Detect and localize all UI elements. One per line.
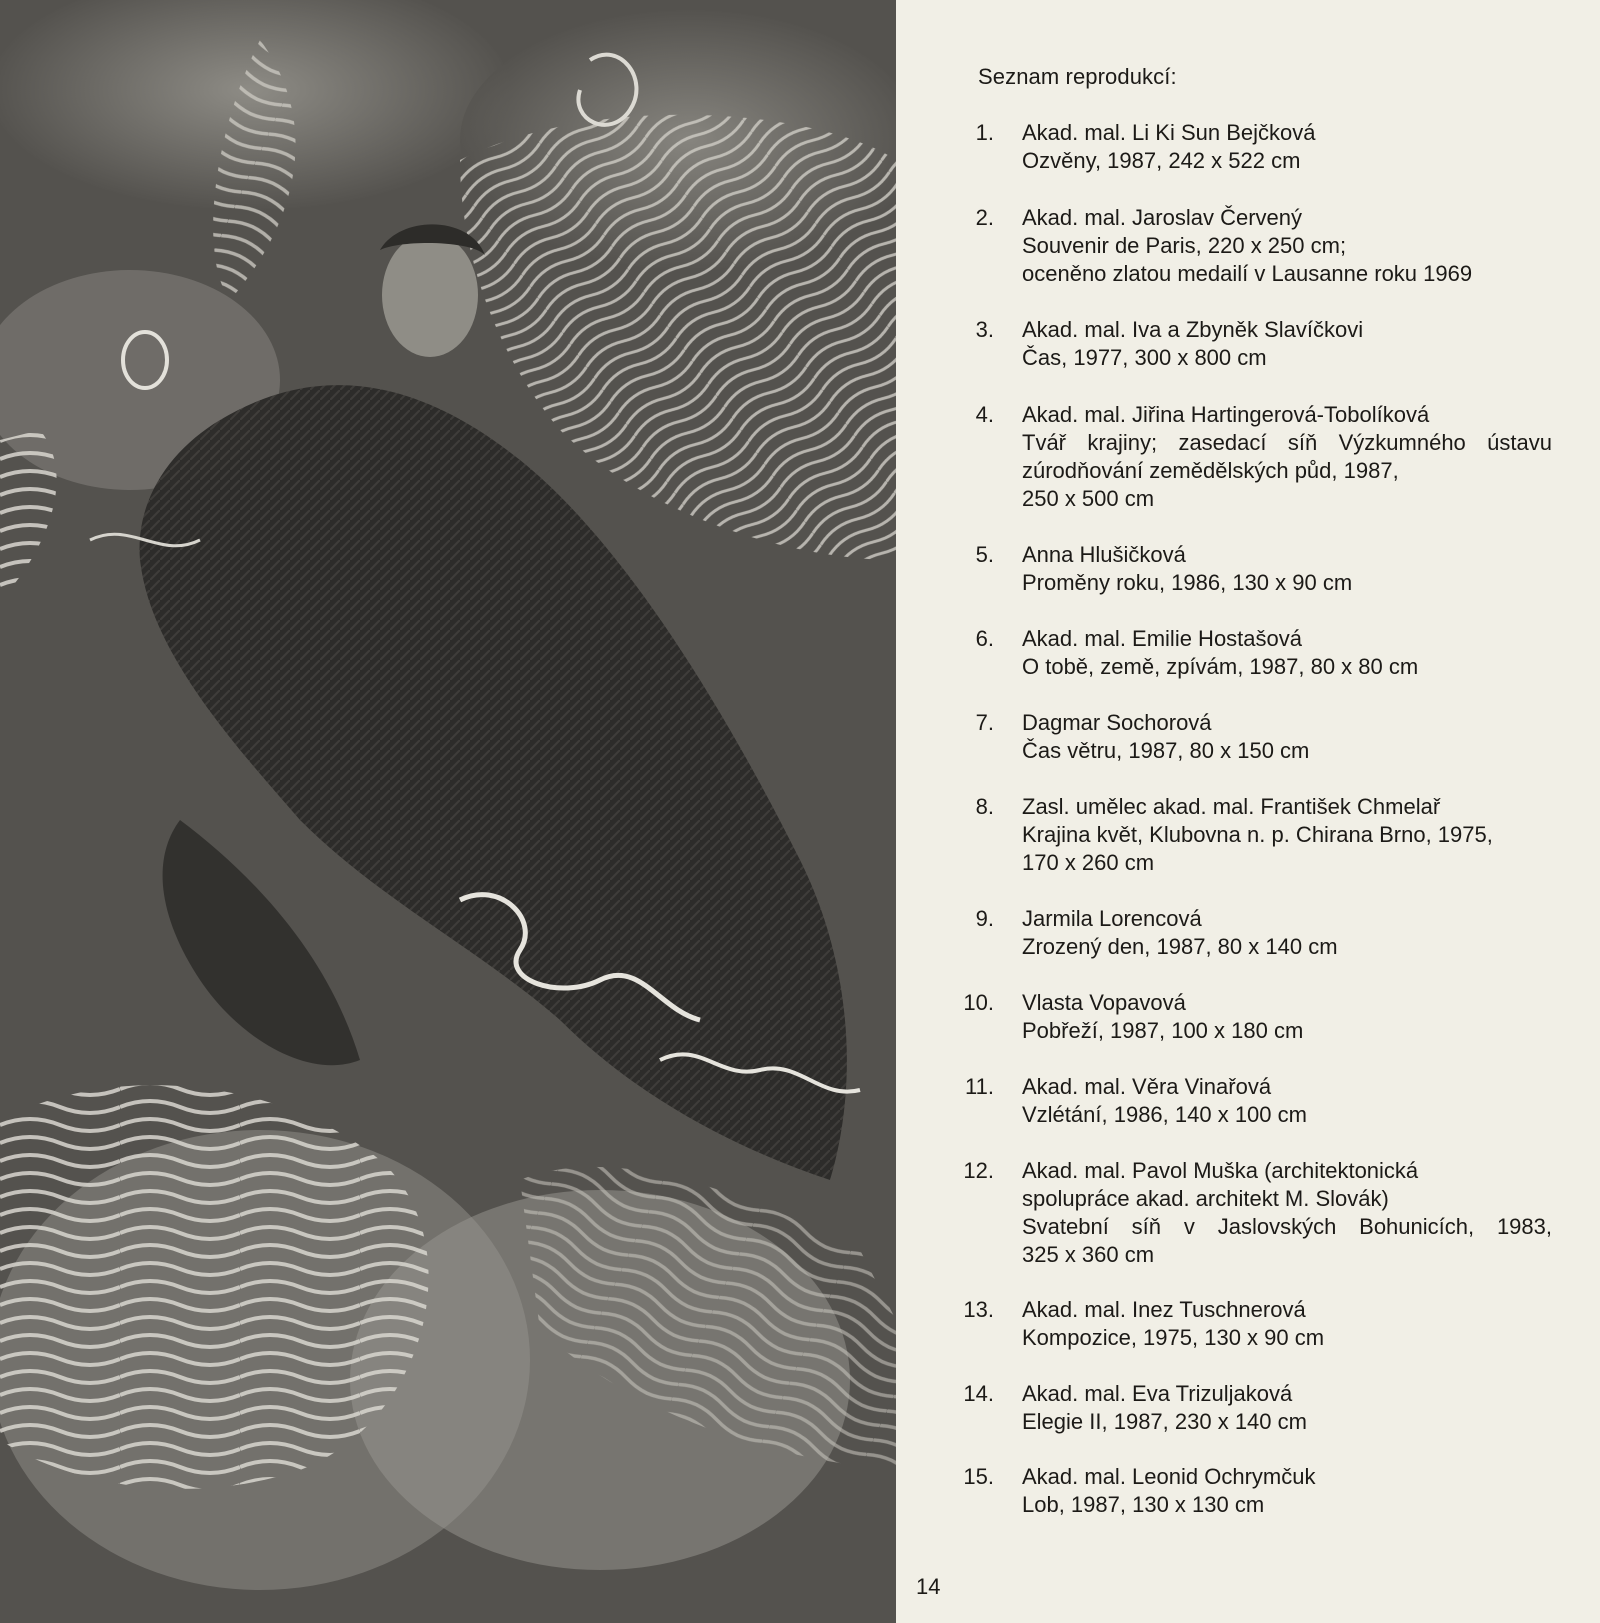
list-item: 13. Akad. mal. Inez Tuschnerová Kompozice, 1975, 130 x 90 cm xyxy=(963,1297,1325,1350)
reproduction-list-panel xyxy=(896,0,1600,1623)
list-item: 8. Zasl. umělec akad. mal. František Chmelař Krajina květ, Klubovna n. p. Chirana Brno, 1975, 170 x 260 cm xyxy=(975,794,1493,875)
list-item: 9. Jarmila Lorencová Zrozený den, 1987, 80 x 140 cm xyxy=(975,906,1338,959)
list-item: 10. Vlasta Vopavová Pobřeží, 1987, 100 x 180 cm xyxy=(963,990,1304,1043)
list-item: 15. Akad. mal. Leonid Ochrymčuk Lob, 1987, 130 x 130 cm xyxy=(963,1464,1316,1517)
list-heading: Seznam reprodukcí: xyxy=(978,64,1177,89)
list-item: 6. Akad. mal. Emilie Hostašová O tobě, země, zpívám, 1987, 80 x 80 cm xyxy=(975,626,1419,679)
page-number: 14 xyxy=(916,1574,941,1599)
list-item: 1. Akad. mal. Li Ki Sun Bejčková Ozvěny, 1987, 242 x 522 cm xyxy=(975,120,1316,173)
list-item: 3. Akad. mal. Iva a Zbyněk Slavíčkovi Čas, 1977, 300 x 800 cm xyxy=(975,317,1364,370)
list-item: 14. Akad. mal. Eva Trizuljaková Elegie II, 1987, 230 x 140 cm xyxy=(963,1381,1307,1434)
list-item: 4. Akad. mal. Jiřina Hartingerová-Tobolíková Tvář krajiny; zasedací síň Výzkumného ústavu zúrodňování zemědělských půd, 1987, 250 x 500 cm xyxy=(975,402,1552,511)
list-item: 11. Akad. mal. Věra Vinařová Vzlétání, 1986, 140 x 100 cm xyxy=(965,1074,1307,1127)
list-item: 7. Dagmar Sochorová Čas větru, 1987, 80 x 150 cm xyxy=(975,710,1310,763)
list-item: 2. Akad. mal. Jaroslav Červený Souvenir de Paris, 220 x 250 cm; oceněno zlatou medailí v Lausanne roku 1969 xyxy=(975,205,1473,286)
list-item: 5. Anna Hlušičková Proměny roku, 1986, 130 x 90 cm xyxy=(975,542,1353,595)
list-item: 12. Akad. mal. Pavol Muška (architektonická spolupráce akad. architekt M. Slovák) Svatební síň v Jaslovských Bohunicích, 1983, 325 x 360 cm xyxy=(963,1158,1552,1267)
